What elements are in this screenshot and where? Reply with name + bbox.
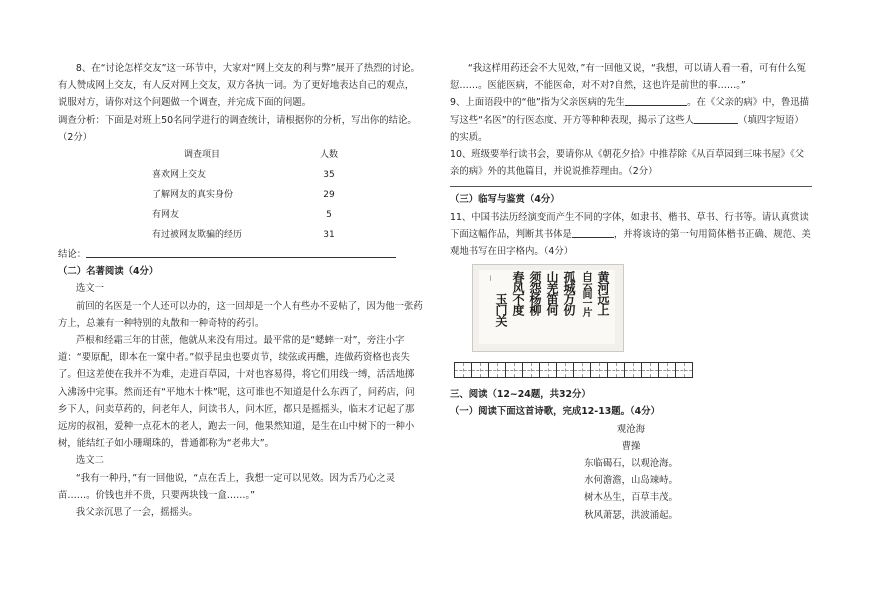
calligraphy-column: 孤城万仞 <box>562 271 576 316</box>
section-2-title: （二）名著阅读（4分） <box>58 266 159 278</box>
conclusion-line <box>58 246 423 263</box>
tianzige-cell[interactable] <box>505 362 522 378</box>
calligraphy-area <box>472 260 812 360</box>
tianzige-cell[interactable] <box>607 362 624 378</box>
question-10: 10、班级要举行读书会，要请你从《朝花夕拾》中推荐除《从百草园到三味书屋》《父亲的病》外的其他篇目，并说说推荐理由。（2分） <box>450 149 805 178</box>
tianzige-cell[interactable] <box>522 362 539 378</box>
calligraphy-column: 春风不度 <box>511 271 525 316</box>
poem-line: 东临碣石，以观沧海。 <box>584 458 678 470</box>
tianzige-cell[interactable] <box>539 362 556 378</box>
calligraphy-column: 黄河远上 <box>596 271 610 316</box>
survey-item: 有网友 <box>152 210 180 221</box>
tianzige-cell[interactable] <box>641 362 658 378</box>
calligraphy-column: 玉门关 <box>494 293 508 327</box>
excerpt-1-para-1: 前回的名医是一个人还可以办的，这一回却是一个人有些办不妥帖了，因为他一张药方上，总兼有一种特别的丸散和一种奇特的药引。 <box>58 300 423 329</box>
poem-line: 树木丛生，百草丰茂。 <box>584 492 678 504</box>
question-11-part-b: ，并将该诗的第一句用简体楷书正确、规范、美观地书写在田字格内。（4分） <box>450 228 811 258</box>
survey-item: 喜欢网上交友 <box>152 170 207 181</box>
survey-header-item: 调查项目 <box>184 150 221 161</box>
tianzige-cell[interactable] <box>590 362 607 378</box>
question-9-part-a: 9、上面语段中的“他”指为父亲医病的先生 <box>450 97 626 109</box>
excerpt-1-label: 选文一 <box>75 283 104 295</box>
calligraphy-image <box>472 264 624 352</box>
calligraphy-column: 须怨杨柳 <box>528 271 542 316</box>
tianzige-cell[interactable] <box>658 362 675 378</box>
tianzige-cell[interactable] <box>556 362 573 378</box>
calligraphy-column: 山羌笛何 <box>545 271 559 316</box>
survey-row <box>152 166 344 186</box>
tianzige-grid[interactable] <box>454 362 812 378</box>
tianzige-cell[interactable] <box>573 362 590 378</box>
calligraphy-column: 白云间一片 <box>580 271 591 317</box>
question-8-analysis: 调查分析：下面是对班上50名同学进行的调查统计，请根据你的分析，写出你的结论。（2分） <box>58 114 417 143</box>
excerpt-2-para-2: 我父亲沉思了一会，摇摇头。 <box>75 507 198 519</box>
tianzige-cell[interactable] <box>454 362 471 378</box>
survey-count: 29 <box>323 190 335 201</box>
question-8-text: 8、在“讨论怎样交友”这一环节中，大家对“网上交友的利与弊”展开了热烈的讨论。有人赞成网上交友，有人反对网上交友，双方各执一词。为了更好地表达自己的观点，说服对方，请你对这个问题做一个调查，并完成下面的问题。 <box>58 63 421 109</box>
excerpt-2-label: 选文二 <box>75 455 104 467</box>
question-9-part-b: 。在《父亲的病》中，鲁迅描写这些“名医”的行医态度、开方等种种表现，揭示了这些人 <box>450 97 809 126</box>
survey-count: 5 <box>326 210 332 221</box>
excerpt-1-para-2: 芦根和经霜三年的甘蔗，他就从来没有用过。最平常的是“蟋蟀一对”，旁注小字道：“要原配，即本在一窠中者。”似乎昆虫也要贞节，续弦或再醮，连做药资格也丧失了。但这差使在我并不为难，走进百草园，十对也容易得，将它们用线一缚，活活地掷入沸汤中完事。然而还有“平地木十株”呢，这可谁也不知道是什么东西了，问药店，问乡下人，问卖草药的，问老年人，问读书人，问木匠，都只是摇摇头，临末才记起了那远房的叔祖，爱种一点花木的老人，跑去一问，他果然知道，是生在山中树下的一种小树，能结红子如小珊瑚珠的，普通都称为“老弗大”。 <box>58 335 415 450</box>
question-9 <box>450 94 812 146</box>
tianzige-cell[interactable] <box>488 362 505 378</box>
conclusion-label: 结论： <box>58 249 87 261</box>
survey-header-count: 人数 <box>319 150 338 161</box>
question-12-title: （一）阅读下面这首诗歌，完成12-13题。（4分） <box>450 406 660 418</box>
section-3-title: （三）临写与鉴赏（4分） <box>450 194 560 206</box>
survey-count: 31 <box>323 230 335 241</box>
survey-row <box>152 206 344 226</box>
survey-count: 35 <box>323 170 335 181</box>
tianzige-cell[interactable] <box>471 362 488 378</box>
conclusion-blank[interactable] <box>86 246 396 258</box>
survey-header-row <box>152 146 344 166</box>
excerpt-2-para-1: “我有一种丹，”有一回他说，“点在舌上，我想一定可以见效。因为舌乃心之灵苗……。价钱也并不贵，只要两块钱一盒……。” <box>58 472 396 501</box>
right-column <box>450 0 812 524</box>
survey-item: 有过被网友欺骗的经历 <box>152 230 243 241</box>
question-11-blank[interactable] <box>572 226 614 238</box>
poem-title: 观沧海 <box>616 423 646 435</box>
left-column <box>58 0 423 521</box>
question-9-blank-1[interactable] <box>625 94 687 106</box>
question-9-part-c: （填四字短语）的实质。 <box>450 114 804 143</box>
tianzige-cell[interactable] <box>624 362 641 378</box>
survey-row <box>152 226 344 246</box>
calligraphy-signature-mark: ········· <box>487 275 493 281</box>
survey-row <box>152 186 344 206</box>
tianzige-cell[interactable] <box>675 362 693 378</box>
quote-paragraph: “我这样用药还会不大见效，”有一回他又说，“我想，可以请人看一看，可有什么冤愆……。医能医病，不能医命，对不对?自然，这也许是前世的事……。” <box>450 63 806 92</box>
survey-table <box>152 146 344 246</box>
poem-line: 水何澹澹，山岛竦峙。 <box>584 475 678 487</box>
question-9-blank-2[interactable] <box>694 112 738 124</box>
survey-item: 了解网友的真实身份 <box>152 190 234 201</box>
part-3-title: 三、阅读（12~24题，共32分） <box>450 389 591 401</box>
poem-author: 曹操 <box>621 440 641 452</box>
question-11-part-a: 11、中国书法历经演变而产生不同的字体，如隶书、楷书、草书、行书等。请认真赏读下面这幅作品，判断其书体是 <box>450 211 809 240</box>
question-11 <box>450 209 812 261</box>
poem-line: 秋风萧瑟，洪波涌起。 <box>584 509 678 521</box>
